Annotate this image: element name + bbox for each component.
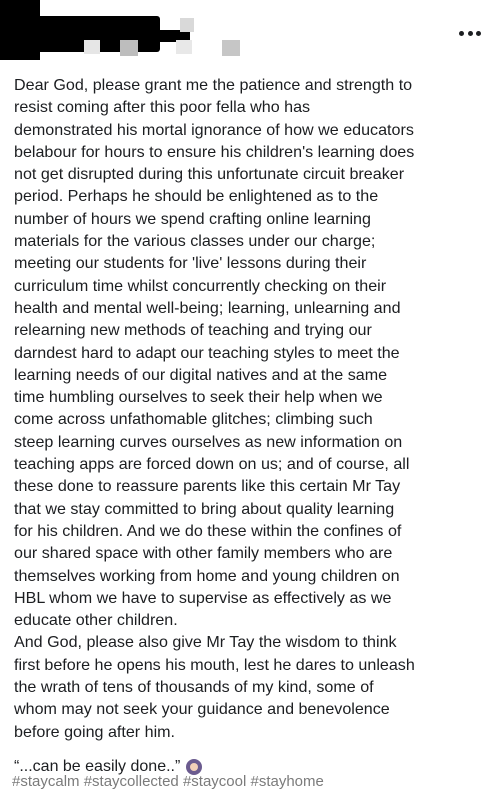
post-text-line: before going after him. — [14, 722, 176, 741]
hashtag-staycollected[interactable]: #staycollected — [83, 773, 179, 790]
post-text-line: whom may not seek your guidance and benevolence — [14, 700, 390, 719]
post-text-line: number of hours we spend crafting online learning — [14, 209, 371, 228]
post-text-line: demonstrated his mortal ignorance of how we educators — [14, 120, 414, 139]
post-text-line: HBL whom we have to supervise as effectively as we — [14, 588, 392, 607]
blurred-block — [84, 40, 100, 54]
post-header — [0, 0, 495, 64]
post-text-line: meeting our students for 'live' lessons during their — [14, 254, 367, 273]
post-text-line: teaching apps are forced down on us; and of course, all — [14, 455, 410, 474]
post-text-line: relearning new methods of teaching and trying our — [14, 321, 372, 340]
post-body — [14, 74, 490, 778]
post-text-line: for his children. And we do these within the confines of — [14, 521, 402, 540]
post-text-line: darndest hard to adapt our teaching styles to meet the — [14, 343, 400, 362]
post-text-line: educate other children. — [14, 611, 178, 630]
post-text-line: first before he opens his mouth, lest he dares to unleash — [14, 655, 415, 674]
post-text-line: belabour for hours to ensure his children's learning does — [14, 142, 415, 161]
post-text-line: period. Perhaps he should be enlightened as to the — [14, 187, 379, 206]
quote-text: “...can be easily done..” — [14, 757, 181, 775]
more-options-icon[interactable] — [459, 30, 481, 36]
hashtag-row — [12, 772, 324, 792]
post-text-line: materials for the various classes under our charge; — [14, 232, 376, 251]
post-text-line: not get disrupted during this unfortunate circuit breaker — [14, 165, 405, 184]
post-text-line: our shared space with other family members who are — [14, 544, 393, 563]
post-text-line: themselves working from home and young children on — [14, 566, 400, 585]
blurred-block — [222, 40, 240, 56]
hashtag-stayhome[interactable]: #stayhome — [250, 773, 324, 790]
post-text-line: And God, please also give Mr Tay the wisdom to think — [14, 633, 397, 652]
blurred-block — [176, 40, 192, 54]
hashtag-staycool[interactable]: #staycool — [182, 773, 247, 790]
hashtag-staycalm[interactable]: #staycalm — [12, 773, 80, 790]
post-text-line: resist coming after this poor fella who has — [14, 98, 311, 117]
post-text-line: learning needs of our digital natives and at the same — [14, 365, 388, 384]
dot — [459, 31, 464, 36]
post-text-line: health and mental well-being; learning, unlearning and — [14, 298, 401, 317]
blurred-block — [180, 18, 194, 32]
post-text — [14, 74, 490, 743]
blurred-block — [120, 40, 138, 56]
dot — [468, 31, 473, 36]
post-text-line: Dear God, please grant me the patience and strength to — [14, 76, 413, 94]
post-text-line: steep learning curves ourselves as new information on — [14, 432, 403, 451]
post-text-line: that we stay committed to bring about quality learning — [14, 499, 395, 518]
post-text-line: curriculum time whilst concurrently checking on their — [14, 276, 387, 295]
post-text-line: these done to reassure parents like this certain Mr Tay — [14, 477, 401, 496]
post-text-line: the wrath of tens of thousands of my kind, some of — [14, 678, 374, 697]
post-text-line: come across unfathomable glitches; climbing such — [14, 410, 373, 429]
post-text-line: time humbling ourselves to seek their help when we — [14, 388, 383, 407]
dot — [476, 31, 481, 36]
